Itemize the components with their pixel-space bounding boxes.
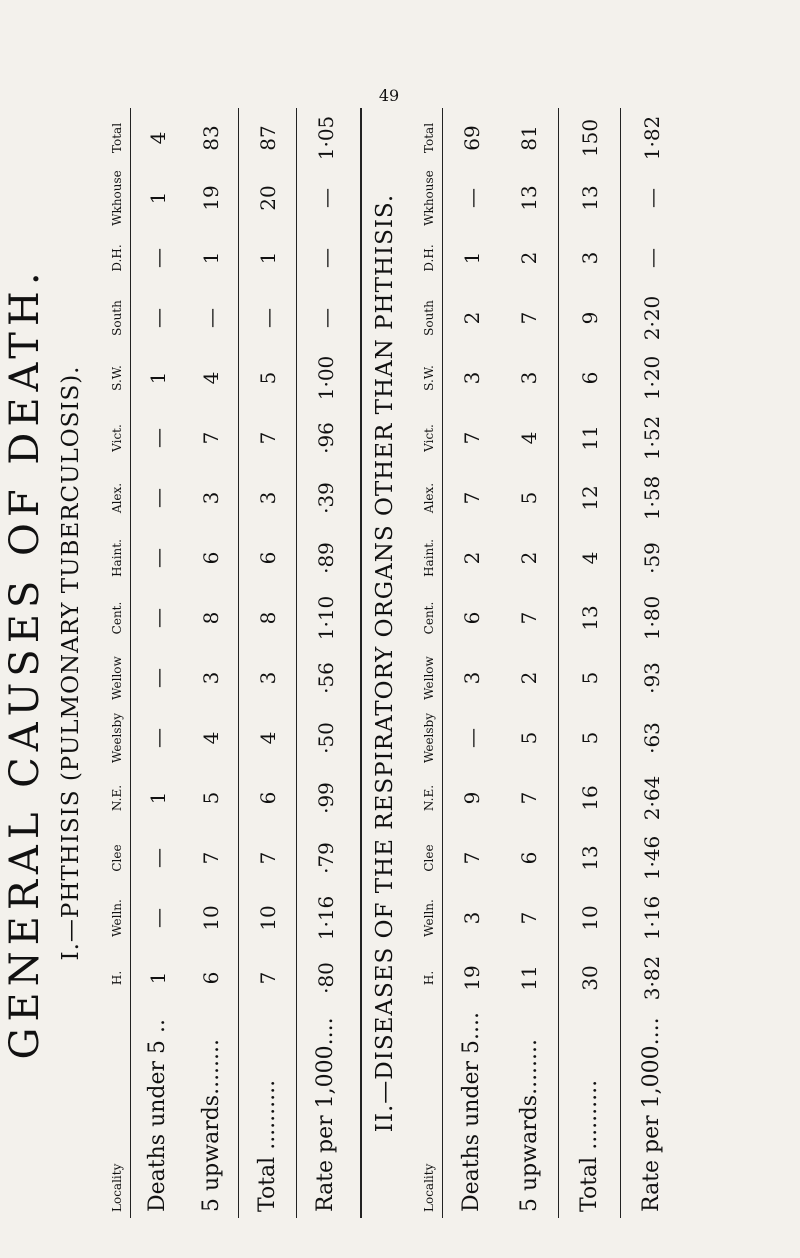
cell: 10 xyxy=(199,905,224,931)
cell: — xyxy=(145,668,170,688)
cell: 6 xyxy=(459,611,484,625)
table-row xyxy=(621,108,683,1218)
cell: 7 xyxy=(255,971,280,985)
cell: 1·05 xyxy=(313,115,338,161)
cell: — xyxy=(145,908,170,928)
cell: — xyxy=(199,308,224,328)
col-header: Vict. xyxy=(422,424,436,452)
cell: ·39 xyxy=(313,482,338,514)
cell: 7 xyxy=(517,311,542,325)
col-header: Locality xyxy=(110,1163,124,1212)
cell: 6 xyxy=(517,851,542,865)
cell: 19 xyxy=(459,965,484,991)
phthisis-table xyxy=(104,108,355,1218)
col-header: Total xyxy=(422,122,436,154)
cell: 30 xyxy=(577,965,602,991)
cell: ·89 xyxy=(313,542,338,574)
cell: 7 xyxy=(459,431,484,445)
cell: — xyxy=(313,188,338,208)
cell: 3 xyxy=(459,371,484,385)
cell: 1·16 xyxy=(313,895,338,941)
table-row xyxy=(443,108,501,1218)
cell: 13 xyxy=(577,845,602,871)
cell: — xyxy=(145,728,170,748)
phthisis-header-row xyxy=(104,108,131,1218)
cell: 4 xyxy=(577,551,602,565)
cell: — xyxy=(313,248,338,268)
cell: 2 xyxy=(517,551,542,565)
cell: 2 xyxy=(459,551,484,565)
cell: 4 xyxy=(517,431,542,445)
cell: ·93 xyxy=(639,662,664,694)
col-header: Haint. xyxy=(110,539,124,577)
section-divider xyxy=(360,108,362,1218)
cell: 20 xyxy=(255,185,280,211)
row-label: 5 upwards........ xyxy=(198,1038,224,1212)
page-number: 49 xyxy=(378,86,400,105)
cell: 1·16 xyxy=(639,895,664,941)
cell: 3 xyxy=(199,671,224,685)
cell: 1·00 xyxy=(313,355,338,401)
cell: 1·20 xyxy=(639,355,664,401)
cell: — xyxy=(255,308,280,328)
row-label: Deaths under 5 .. xyxy=(145,1019,171,1212)
page-title: GENERAL CAUSES OF DEATH. xyxy=(2,266,48,1060)
col-header: Vict. xyxy=(110,424,124,452)
table-row xyxy=(239,108,297,1218)
cell: ·56 xyxy=(313,662,338,694)
col-header: Wellow xyxy=(110,656,124,700)
cell: 1·58 xyxy=(639,475,664,521)
cell: 4 xyxy=(145,131,170,145)
cell: 2 xyxy=(517,251,542,265)
cell: 81 xyxy=(517,125,542,151)
cell: 1 xyxy=(255,251,280,265)
cell: ·59 xyxy=(639,542,664,574)
cell: 9 xyxy=(577,311,602,325)
col-header: Wkhouse xyxy=(110,170,124,226)
cell: 3 xyxy=(255,671,280,685)
cell: 8 xyxy=(255,611,280,625)
respiratory-header-row xyxy=(416,108,443,1218)
cell: 7 xyxy=(517,791,542,805)
col-header: Wellow xyxy=(422,656,436,700)
cell: 5 xyxy=(577,731,602,745)
cell: 16 xyxy=(577,785,602,811)
cell: — xyxy=(145,308,170,328)
cell: 10 xyxy=(255,905,280,931)
cell: 1 xyxy=(145,191,170,205)
cell: 1 xyxy=(145,971,170,985)
cell: 7 xyxy=(459,491,484,505)
cell: 13 xyxy=(517,185,542,211)
table-row xyxy=(297,108,355,1218)
cell: ·79 xyxy=(313,842,338,874)
col-header: Welln. xyxy=(110,899,124,937)
col-header: H. xyxy=(110,970,124,986)
col-header: S.W. xyxy=(422,365,436,391)
col-header: Alex. xyxy=(110,482,124,514)
col-header: Haint. xyxy=(422,539,436,577)
cell: 2 xyxy=(459,311,484,325)
row-label: Total .......... xyxy=(577,1079,602,1212)
cell: 10 xyxy=(577,905,602,931)
cell: 6 xyxy=(199,971,224,985)
cell: 6 xyxy=(255,551,280,565)
table-row xyxy=(131,108,185,1218)
col-header: S.W. xyxy=(110,365,124,391)
cell: — xyxy=(145,848,170,868)
cell: 6 xyxy=(255,791,280,805)
cell: 1 xyxy=(145,791,170,805)
cell: 3 xyxy=(255,491,280,505)
col-header: South xyxy=(110,300,124,336)
cell: 3 xyxy=(459,671,484,685)
cell: 3 xyxy=(199,491,224,505)
cell: 4 xyxy=(255,731,280,745)
cell: 13 xyxy=(577,605,602,631)
col-header: Clee xyxy=(422,844,436,872)
cell: 5 xyxy=(199,791,224,805)
cell: — xyxy=(145,428,170,448)
col-header: Clee xyxy=(110,844,124,872)
cell: 1·80 xyxy=(639,595,664,641)
col-header: N.E. xyxy=(110,784,124,812)
row-label: Deaths under 5.... xyxy=(459,1012,485,1212)
cell: 13 xyxy=(577,185,602,211)
cell: 6 xyxy=(577,371,602,385)
cell: 7 xyxy=(199,431,224,445)
cell: 3 xyxy=(459,911,484,925)
row-label: Total .......... xyxy=(255,1079,280,1212)
cell: 1·52 xyxy=(639,415,664,461)
col-header: Alex. xyxy=(422,482,436,514)
cell: 1 xyxy=(199,251,224,265)
cell: 11 xyxy=(577,425,602,451)
cell: 69 xyxy=(459,125,484,151)
cell: — xyxy=(639,248,664,268)
col-header: Cent. xyxy=(422,601,436,635)
col-header: D.H. xyxy=(110,244,124,272)
cell: 150 xyxy=(577,118,602,158)
row-label: Rate per 1,000.... xyxy=(313,1017,339,1212)
col-header: D.H. xyxy=(422,244,436,272)
cell: 3 xyxy=(517,371,542,385)
cell: — xyxy=(313,308,338,328)
cell: ·96 xyxy=(313,422,338,454)
rotated-page xyxy=(0,88,800,1238)
cell: 83 xyxy=(199,125,224,151)
cell: 5 xyxy=(517,491,542,505)
cell: 3·82 xyxy=(639,955,664,1001)
col-header: Welln. xyxy=(422,899,436,937)
col-header: Locality xyxy=(422,1163,436,1212)
col-header: Total xyxy=(110,122,124,154)
cell: 8 xyxy=(199,611,224,625)
col-header: N.E. xyxy=(422,784,436,812)
cell: 7 xyxy=(517,611,542,625)
cell: ·99 xyxy=(313,782,338,814)
cell: — xyxy=(145,608,170,628)
cell: 11 xyxy=(517,965,542,991)
respiratory-table xyxy=(416,108,683,1218)
cell: — xyxy=(145,548,170,568)
cell: 7 xyxy=(255,431,280,445)
cell: 3 xyxy=(577,251,602,265)
row-label: 5 upwards........ xyxy=(516,1038,542,1212)
cell: 2·20 xyxy=(639,295,664,341)
cell: 1 xyxy=(145,371,170,385)
row-label: Rate per 1,000.... xyxy=(639,1017,665,1212)
cell: 4 xyxy=(199,371,224,385)
cell: 1·46 xyxy=(639,835,664,881)
cell: 5 xyxy=(577,671,602,685)
cell: 4 xyxy=(199,731,224,745)
cell: 1·82 xyxy=(639,115,664,161)
cell: 1·10 xyxy=(313,595,338,641)
cell: 5 xyxy=(255,371,280,385)
cell: 7 xyxy=(199,851,224,865)
table-row xyxy=(559,108,621,1218)
cell: ·50 xyxy=(313,722,338,754)
col-header: Cent. xyxy=(110,601,124,635)
cell: 2 xyxy=(517,671,542,685)
col-header: South xyxy=(422,300,436,336)
cell: ·63 xyxy=(639,722,664,754)
cell: 2·64 xyxy=(639,775,664,821)
table-row xyxy=(185,108,239,1218)
cell: 19 xyxy=(199,185,224,211)
table-row xyxy=(501,108,559,1218)
cell: 5 xyxy=(517,731,542,745)
cell: 12 xyxy=(577,485,602,511)
cell: — xyxy=(145,488,170,508)
cell: — xyxy=(145,248,170,268)
col-header: Weelsby xyxy=(110,713,124,764)
cell: ·80 xyxy=(313,962,338,994)
cell: 6 xyxy=(199,551,224,565)
col-header: Wkhouse xyxy=(422,170,436,226)
cell: 7 xyxy=(459,851,484,865)
section2-heading: II.—DISEASES OF THE RESPIRATORY ORGANS OTHER THAN PHTHISIS. xyxy=(372,193,398,1133)
cell: 1 xyxy=(459,251,484,265)
cell: — xyxy=(459,188,484,208)
cell: 87 xyxy=(255,125,280,151)
cell: 7 xyxy=(255,851,280,865)
section1-heading: I.—PHTHISIS (PULMONARY TUBERCULOSIS). xyxy=(58,365,84,961)
col-header: Weelsby xyxy=(422,713,436,764)
cell: — xyxy=(639,188,664,208)
cell: 7 xyxy=(517,911,542,925)
col-header: H. xyxy=(422,970,436,986)
cell: — xyxy=(459,728,484,748)
cell: 9 xyxy=(459,791,484,805)
